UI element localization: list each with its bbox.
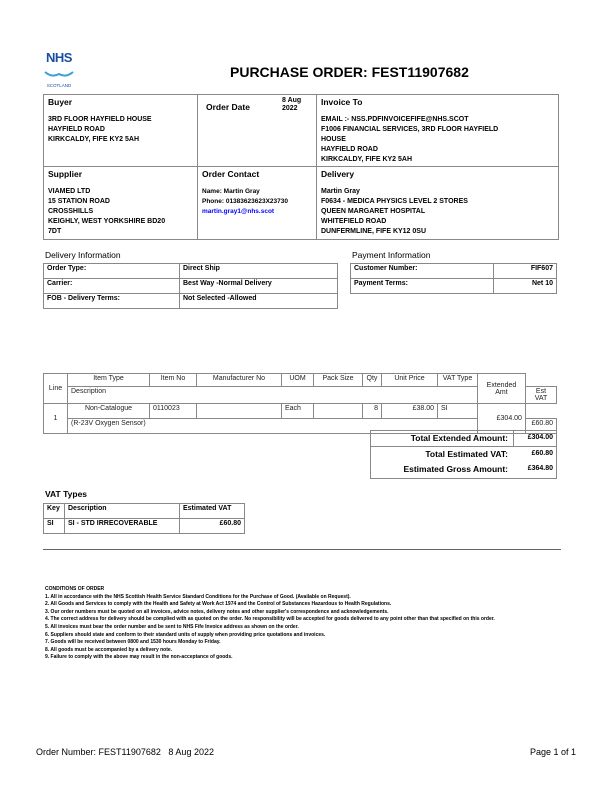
totals-box: Total Extended Amount: £304.00 Total Estimated VAT: £60.80 Estimated Gross Amount: £364.80 bbox=[370, 430, 557, 479]
payment-info-table: Customer Number: FIF607 Payment Terms: Net 10 bbox=[350, 263, 557, 294]
vat-types-table: Key Description Estimated VAT SI SI - STD IRRECOVERABLE £60.80 bbox=[43, 503, 245, 534]
contact-email-link[interactable]: martin.gray1@nhs.scot bbox=[202, 208, 275, 215]
order-date-box: Order Date 8 Aug 2022 bbox=[197, 94, 317, 167]
invoice-to-box: Invoice To EMAIL :- NSS.PDFINVOICEFIFE@NHS.SCOT F1006 FINANCIAL SERVICES, 3RD FLOOR HAYFIELD HOUSE HAYFIELD ROAD KIRKCALDY, FIFE KY2 5AH bbox=[316, 94, 559, 167]
table-row: 1 Non-Catalogue 0110023 Each 8 £38.00 SI £304.00 bbox=[44, 404, 557, 419]
order-contact-box: Order Contact Name: Martin Gray Phone: 01383623623X23730 martin.gray1@nhs.scot bbox=[197, 166, 317, 240]
delivery-info-table: Order Type: Direct Ship Carrier: Best Way -Normal Delivery FOB - Delivery Terms: Not Selected -Allowed bbox=[43, 263, 338, 309]
footer-order-number: Order Number: FEST11907682 8 Aug 2022 bbox=[36, 747, 214, 757]
line-items-table: Line Item Type Item No Manufacturer No UOM Pack Size Qty Unit Price VAT Type Extended Amt Description Est VAT 1 Non-Catalogue 0110023 Each 8 £38.00 SI £304.00 (R-23V Oxygen Sensor) £60.80 bbox=[43, 373, 557, 434]
nhs-logo: NHS SCOTLAND bbox=[44, 50, 74, 88]
divider bbox=[43, 549, 561, 550]
logo-wave-icon bbox=[44, 70, 74, 78]
delivery-box: Delivery Martin Gray F0634 - MEDICA PHYSICS LEVEL 2 STORES QUEEN MARGARET HOSPITAL WHITEFIELD ROAD DUNFERMLINE, FIFE KY12 0SU bbox=[316, 166, 559, 240]
payment-info-heading: Payment Information bbox=[352, 250, 431, 260]
conditions-of-order: CONDITIONS OF ORDER 1. All in accordance with the NHS Scottish Health Service Standard Conditions for the Purchase of Good. (Available on Request). 2. All Goods and Services to comply with the Health and Safety at Work Act 1974 and the Control of Substances Hazardous to Health Regulations. 3. Our order numbers must be quoted on all invoices, advice notes, delivery notes and other supplier's correspondence and acknowledgements. 4. The correct address for delivery should be complied with as quoted on the order. No responsibility will be accepted for goods delivered to any point other than that specified on this order. 5. All invoices must bear the order number and be sent to NHS Fife Invoice address as shown on the order. 6. Suppliers should state and conform to their standard units of supply when providing price quotations and invoices. 7. Goods will be received between 0800 and 1530 hours Monday to Friday. 8. All goods must be accompanied by a delivery note. 9. Failure to comply with the above may result in the non-acceptance of goods. bbox=[45, 586, 495, 661]
table-row: SI SI - STD IRRECOVERABLE £60.80 bbox=[44, 519, 245, 534]
buyer-line: HAYFIELD ROAD bbox=[48, 126, 105, 133]
buyer-box: Buyer 3RD FLOOR HAYFIELD HOUSE HAYFIELD ROAD KIRKCALDY, FIFE KY2 5AH bbox=[43, 94, 198, 167]
buyer-line: 3RD FLOOR HAYFIELD HOUSE bbox=[48, 116, 152, 123]
vat-types-heading: VAT Types bbox=[45, 489, 88, 499]
buyer-line: KIRKCALDY, FIFE KY2 5AH bbox=[48, 136, 140, 143]
supplier-box: Supplier VIAMED LTD 15 STATION ROAD CROSSHILLS KEIGHLY, WEST YORKSHIRE BD20 7DT bbox=[43, 166, 198, 240]
page-title: PURCHASE ORDER: FEST11907682 bbox=[230, 64, 469, 80]
footer-page-number: Page 1 of 1 bbox=[529, 747, 576, 757]
delivery-info-heading: Delivery Information bbox=[45, 250, 121, 260]
